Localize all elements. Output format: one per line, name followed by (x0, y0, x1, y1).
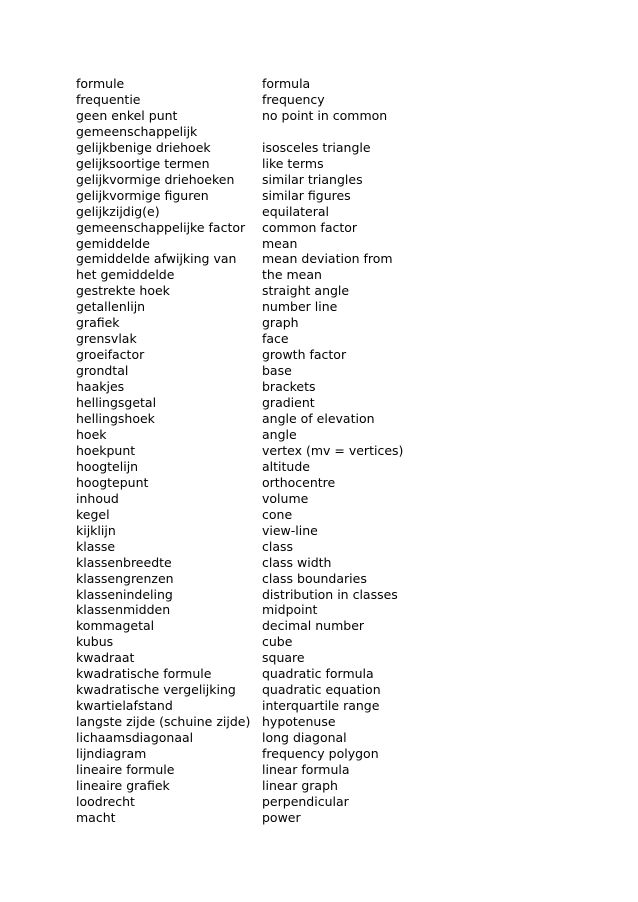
english-term (262, 124, 576, 140)
dutch-term: kwartielafstand (76, 698, 173, 714)
english-term: square (262, 650, 305, 666)
glossary-row (76, 746, 576, 762)
glossary-row (76, 714, 576, 730)
english-term: linear graph (262, 777, 338, 793)
dutch-term: grafiek (76, 315, 120, 331)
glossary-row (76, 395, 576, 411)
english-term: graph (262, 315, 299, 331)
glossary-row (76, 730, 576, 746)
dutch-term: gelijkvormige figuren (76, 187, 209, 203)
glossary-row (76, 140, 576, 156)
dutch-term: hellingshoek (76, 411, 155, 427)
glossary-row (76, 443, 576, 459)
english-term: brackets (262, 379, 316, 395)
glossary-row (76, 507, 576, 523)
glossary-row (76, 491, 576, 507)
dutch-term: lineaire formule (76, 761, 175, 777)
glossary-row (76, 363, 576, 379)
dutch-term: loodrecht (76, 793, 135, 809)
english-term: class boundaries (262, 570, 367, 586)
glossary-row (76, 778, 576, 794)
dutch-term: gestrekte hoek (76, 283, 170, 299)
english-term: class (262, 538, 294, 554)
english-term: volume (262, 490, 309, 506)
dutch-term: hoogtelijn (76, 458, 139, 474)
english-term: linear formula (262, 761, 350, 777)
glossary-row (76, 634, 576, 650)
dutch-term: klassenbreedte (76, 554, 172, 570)
glossary-row (76, 587, 576, 603)
dutch-term: frequentie (76, 91, 141, 107)
english-term: base (262, 363, 292, 379)
dutch-term: lineaire grafiek (76, 777, 170, 793)
glossary-row (76, 92, 576, 108)
dutch-term: klassenmidden (76, 602, 171, 618)
english-term: angle (262, 426, 297, 442)
english-term: view-line (262, 522, 318, 538)
glossary-row (76, 267, 576, 283)
english-term: similar triangles (262, 171, 363, 187)
english-term: vertex (mv = vertices) (262, 442, 404, 458)
dutch-term: klassenindeling (76, 586, 173, 602)
dutch-term: getallenlijn (76, 299, 146, 315)
dutch-term: gelijkvormige driehoeken (76, 171, 235, 187)
english-term: equilateral (262, 203, 330, 219)
dutch-term: groeifactor (76, 347, 145, 363)
english-term: gradient (262, 395, 315, 411)
dutch-term: grondtal (76, 363, 129, 379)
english-term: like terms (262, 155, 324, 171)
english-term: straight angle (262, 283, 350, 299)
dutch-term: gemeenschappelijke factor (76, 219, 246, 235)
dutch-term: macht (76, 809, 116, 825)
english-term: long diagonal (262, 730, 347, 746)
glossary-row (76, 411, 576, 427)
english-term: quadratic formula (262, 666, 374, 682)
english-term: cube (262, 634, 293, 650)
glossary-row (76, 299, 576, 315)
english-term: no point in common (262, 107, 388, 123)
dutch-term: kegel (76, 506, 110, 522)
glossary-row (76, 427, 576, 443)
dutch-term: kwadraat (76, 650, 135, 666)
glossary-row (76, 347, 576, 363)
english-term: the mean (262, 267, 322, 283)
dutch-term: kubus (76, 634, 114, 650)
dutch-term: gelijkzijdig(e) (76, 203, 160, 219)
dutch-term: haakjes (76, 379, 125, 395)
english-term: perpendicular (262, 793, 349, 809)
dutch-term: grensvlak (76, 331, 137, 347)
glossary-row (76, 315, 576, 331)
glossary-row (76, 555, 576, 571)
dutch-term: gemiddelde (76, 235, 150, 251)
english-term: class width (262, 554, 332, 570)
glossary-row (76, 124, 576, 140)
dutch-term: kijklijn (76, 522, 116, 538)
dutch-term: hellingsgetal (76, 395, 157, 411)
glossary-row (76, 475, 576, 491)
glossary-row (76, 698, 576, 714)
glossary-row (76, 682, 576, 698)
glossary-row (76, 794, 576, 810)
english-term: quadratic equation (262, 682, 381, 698)
dutch-term: lijndiagram (76, 746, 147, 762)
dutch-term: gemeenschappelijk (76, 123, 198, 139)
dutch-term: kwadratische formule (76, 666, 212, 682)
english-term: cone (262, 506, 293, 522)
glossary-row (76, 666, 576, 682)
glossary-row (76, 762, 576, 778)
dutch-term: klassengrenzen (76, 570, 174, 586)
glossary-row (76, 571, 576, 587)
dutch-term: geen enkel punt (76, 107, 178, 123)
glossary-table (76, 76, 576, 826)
glossary-row (76, 76, 576, 92)
dutch-term: kwadratische vergelijking (76, 682, 236, 698)
english-term: power (262, 809, 301, 825)
glossary-row (76, 331, 576, 347)
glossary-row (76, 618, 576, 634)
dutch-term: hoek (76, 426, 107, 442)
glossary-row (76, 602, 576, 618)
dutch-term: gemiddelde afwijking van (76, 251, 237, 267)
glossary-row (76, 236, 576, 252)
glossary-row (76, 379, 576, 395)
glossary-row (76, 204, 576, 220)
glossary-row (76, 459, 576, 475)
dutch-term: klasse (76, 538, 116, 554)
english-term: decimal number (262, 618, 365, 634)
english-term: distribution in classes (262, 586, 398, 602)
glossary-row (76, 188, 576, 204)
glossary-row (76, 156, 576, 172)
dutch-term: formule (76, 76, 125, 91)
glossary-row (76, 523, 576, 539)
glossary-row (76, 172, 576, 188)
english-term: midpoint (262, 602, 318, 618)
glossary-row (76, 283, 576, 299)
english-term: mean (262, 235, 298, 251)
english-term: growth factor (262, 347, 347, 363)
english-term: interquartile range (262, 698, 380, 714)
english-term: frequency polygon (262, 746, 379, 762)
glossary-row (76, 650, 576, 666)
english-term: orthocentre (262, 474, 336, 490)
english-term: hypotenuse (262, 714, 336, 730)
glossary-row (76, 251, 576, 267)
glossary-row (76, 220, 576, 236)
english-term: formula (262, 76, 311, 91)
dutch-term: kommagetal (76, 618, 155, 634)
dutch-term: hoogtepunt (76, 474, 149, 490)
dutch-term: inhoud (76, 490, 119, 506)
english-term: common factor (262, 219, 358, 235)
english-term: frequency (262, 91, 325, 107)
glossary-row (76, 108, 576, 124)
dutch-term: lichaamsdiagonaal (76, 730, 194, 746)
dutch-term: gelijksoortige termen (76, 155, 210, 171)
english-term: altitude (262, 458, 310, 474)
english-term: mean deviation from (262, 251, 393, 267)
glossary-row (76, 810, 576, 826)
dutch-term: gelijkbenige driehoek (76, 139, 211, 155)
english-term: angle of elevation (262, 411, 375, 427)
dutch-term: hoekpunt (76, 442, 136, 458)
dutch-term: het gemiddelde (76, 267, 175, 283)
english-term: isosceles triangle (262, 139, 371, 155)
english-term: number line (262, 299, 338, 315)
glossary-row (76, 539, 576, 555)
english-term: face (262, 331, 289, 347)
dutch-term: langste zijde (schuine zijde) (76, 714, 251, 730)
english-term: similar figures (262, 187, 351, 203)
